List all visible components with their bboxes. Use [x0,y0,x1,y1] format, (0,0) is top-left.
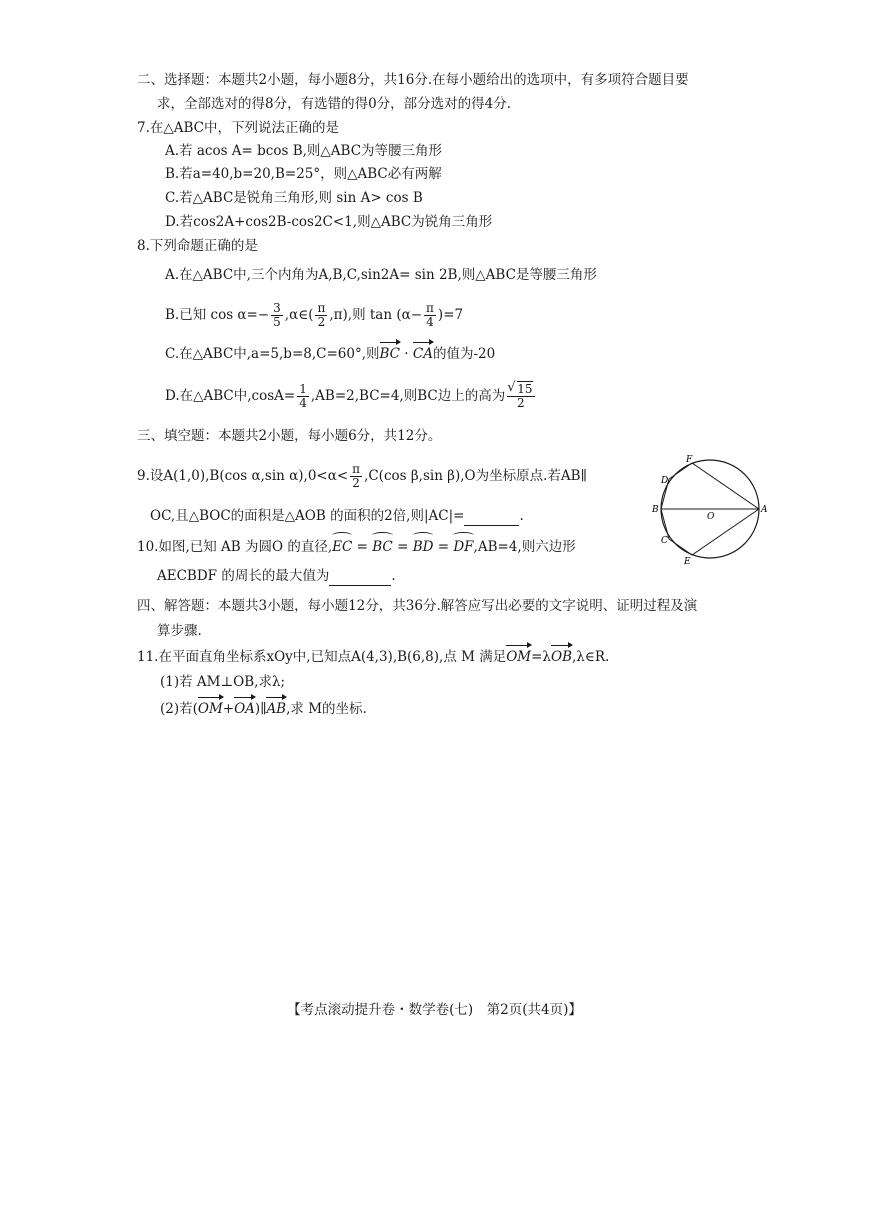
q8d-num: 1 [299,382,307,396]
circle-hexagon-figure [650,452,770,570]
q8b-fraction1 [271,302,283,329]
q7-option-b: B.若a=40,b=20,B=25°，则△ABC必有两解 [165,166,442,182]
vector-om: OM [506,649,532,665]
q8b-f2-den: 2 [317,315,326,329]
q11p2-text3: ,求 M的坐标. [286,701,367,717]
q9-fraction [350,463,362,490]
q11-part2 [160,699,367,719]
q9-text3: OC,且△BOC的面积是△AOB 的面积的2倍,则|AC|= [150,508,465,524]
label-a: A [761,505,768,515]
arc-bd: BD [412,539,434,555]
q11p2-text2: )∥ [254,701,267,717]
section2-heading-line2: 求，全部选对的得8分，有选错的得0分，部分选对的得4分. [157,96,512,112]
q10-eq2: = [392,539,413,555]
q8b-f1-num: 3 [273,301,281,315]
section3-heading: 三、填空题：本题共2小题，每小题6分，共12分。 [137,428,442,444]
q11-text2: =λ [531,649,551,665]
q8d-text1: D.在△ABC中,cosA= [165,388,296,404]
q8b-text4: )=7 [437,307,464,323]
label-d: D [661,476,669,486]
circle-diagram [650,452,770,570]
q8c-dot: · [400,346,413,362]
page-footer: 【考点滚动提升卷・数学卷(七) 第2页(共4页)】 [287,1002,582,1018]
q8d-height-den: 2 [517,396,525,410]
q11p2-text1: (2)若( [160,701,198,717]
arc-df: DF [453,539,474,555]
q8c-text1: C.在△ABC中,a=5,b=8,C=60°,则 [165,346,380,362]
q9-text1: 9.设A(1,0),B(cos α,sin α),0<α< [137,468,349,484]
q11-text3: ,λ∈R. [572,649,610,665]
q8-option-b [165,300,463,330]
q10-text3: AECBDF 的周长的最大值为 [157,568,330,584]
q7-stem: 7.在△ABC中，下列说法正确的是 [137,120,340,136]
q10-line1 [137,537,576,557]
q8d-height-fraction [507,383,534,410]
vector-om-2: OM [197,701,223,717]
arc-ec: EC [332,539,353,555]
vector-ab: AB [266,701,287,717]
section4-heading-line2: 算步骤. [157,623,202,639]
label-f: F [686,455,693,465]
label-c: C [661,536,668,546]
vector-bc: BC [379,346,401,362]
q8b-f1-den: 5 [273,315,281,329]
q10-text4: . [391,568,396,584]
q8-option-a: A.在△ABC中,三个内角为A,B,C,sin2A= sin 2B,则△ABC是等腰三角形 [165,267,597,283]
sqrt-15 [509,383,532,396]
q8c-text2: 的值为-20 [432,346,496,362]
q11-text1: 11.在平面直角坐标系xOy中,已知点A(4,3),B(6,8),点 M 满足 [137,649,507,665]
q8b-f2-num: π [317,301,326,315]
q7-option-a: A.若 acos A= bcos B,则△ABC为等腰三角形 [165,143,443,159]
q10-text1: 10.如图,已知 AB 为圆O 的直径, [137,539,333,555]
vector-oa: OA [234,701,255,717]
q8b-text3: ,π),则 tan (α− [329,307,423,323]
arc-bc: BC [372,539,393,555]
q10-text2: ,AB=4,则六边形 [473,539,576,555]
q11-part1: (1)若 AM⊥OB,求λ; [160,674,286,690]
q10-eq1: = [352,539,373,555]
q8b-f3-num: π [426,301,434,315]
section2-heading-line1: 二、选择题：本题共2小题，每小题8分，共16分.在每小题给出的选项中，有多项符合题目要 [137,72,689,88]
label-b: B [652,505,659,515]
q10-line2 [157,566,396,586]
q8d-fraction [297,383,309,410]
q8b-f3-den: 4 [426,315,434,329]
vector-ob: OB [551,649,572,665]
vector-ca: CA [412,346,433,362]
q8d-den: 4 [299,396,307,410]
section4-heading-line1: 四、解答题：本题共3小题，每小题12分，共36分.解答应写出必要的文字说明、证明过程及演 [137,598,698,614]
q7-option-d: D.若cos2A+cos2B-cos2C<1,则△ABC为锐角三角形 [165,214,493,230]
q8b-fraction3 [424,302,436,329]
q9-den: 2 [352,476,360,490]
q11p2-plus: + [222,701,235,717]
label-e: E [684,557,691,567]
q8-stem: 8.下列命题正确的是 [137,238,258,254]
q8b-text2: ,α∈( [284,307,314,323]
q9-num: π [352,462,361,476]
q9-line2 [150,506,524,526]
sqrt-radicand: 15 [517,382,533,396]
q8d-text2: ,AB=2,BC=4,则BC边上的高为 [310,388,506,404]
q9-text4: . [519,508,524,524]
q9-text2: ,C(cos β,sin β),O为坐标原点.若AB∥ [364,468,587,484]
q10-eq3: = [433,539,454,555]
q8-option-d [165,381,537,411]
q8b-text1: B.已知 cos α=− [165,307,270,323]
label-o: O [707,512,715,522]
q8b-fraction2 [315,302,327,329]
q7-option-c: C.若△ABC是锐角三角形,则 sin A> cos B [165,190,423,206]
q10-answer-blank[interactable] [329,569,391,586]
q9-answer-blank[interactable] [464,509,519,526]
q11-stem [137,647,609,667]
q8-option-c [165,344,495,364]
q9-line1 [137,461,587,491]
